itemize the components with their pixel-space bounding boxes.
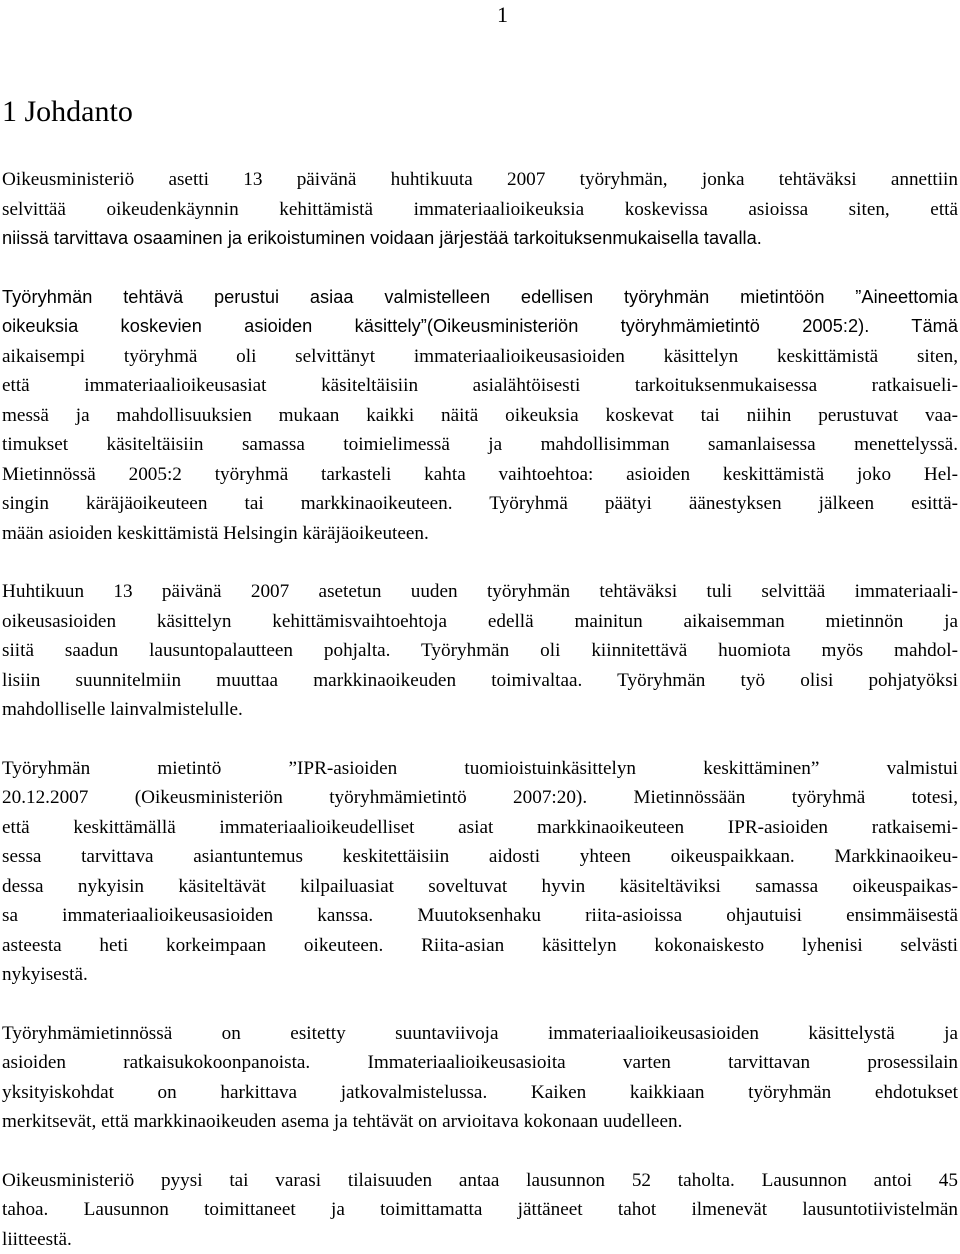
paragraph-line: tahoa. Lausunnon toimittaneet ja toimittamatta jättäneet tahot ilmenevät lausuntotiivistelmän	[2, 1195, 958, 1225]
paragraph-line: singin käräjäoikeuteen tai markkinaoikeuteen. Työryhmä päätyi äänestyksen jälkeen esittä-	[2, 489, 958, 519]
paragraph-line: oikeusasioiden käsittelyn kehittämisvaihtoehtoja edellä mainitun aikaisemman mietinnön ja	[2, 607, 958, 637]
paragraph-3	[2, 577, 958, 725]
paragraph-line: oikeuksia koskevien asioiden käsittely”(Oikeusministeriön työryhmämietintö 2005:2). Tämä	[2, 312, 958, 342]
paragraph-line: nykyisestä.	[2, 960, 958, 990]
paragraph-line: messä ja mahdollisuuksien mukaan kaikki näitä oikeuksia koskevat tai niihin perustuvat vaa-	[2, 401, 958, 431]
paragraph-line: yksityiskohdat on harkittava jatkovalmistelussa. Kaiken kaikkiaan työryhmän ehdotukset	[2, 1078, 958, 1108]
document-body	[2, 165, 958, 1254]
paragraph-line: Huhtikuun 13 päivänä 2007 asetetun uuden työryhmän tehtäväksi tuli selvittää immateriaali-	[2, 577, 958, 607]
page-number: 1	[497, 4, 508, 26]
paragraph-line: Työryhmän mietintö ”IPR-asioiden tuomioistuinkäsittelyn keskittäminen” valmistui	[2, 754, 958, 784]
paragraph-line: liitteestä.	[2, 1225, 958, 1254]
paragraph-line: sa immateriaalioikeusasioiden kanssa. Muutoksenhaku riita-asioissa ohjautuisi ensimmäisestä	[2, 901, 958, 931]
paragraph-line: Työryhmämietinnössä on esitetty suuntaviivoja immateriaalioikeusasioiden käsittelystä ja	[2, 1019, 958, 1049]
paragraph-4	[2, 754, 958, 990]
paragraph-line: että immateriaalioikeusasiat käsiteltäisiin asialähtöisesti tarkoituksenmukaisessa ratkaisueli-	[2, 371, 958, 401]
paragraph-2	[2, 283, 958, 549]
paragraph-line: merkitsevät, että markkinaoikeuden asema ja tehtävät on arvioitava kokonaan uudelleen.	[2, 1107, 958, 1137]
paragraph-line: mahdolliselle lainvalmistelulle.	[2, 695, 958, 725]
paragraph-1	[2, 165, 958, 254]
paragraph-line: selvittää oikeudenkäynnin kehittämistä immateriaalioikeuksia koskevissa asioissa siten, että	[2, 195, 958, 225]
paragraph-line: timukset käsiteltäisiin samassa toimielimessä ja mahdollisimman samanlaisessa menettelyssä.	[2, 430, 958, 460]
paragraph-line: asioiden ratkaisukokoonpanoista. Immateriaalioikeusasioita varten tarvittavan prosessilain	[2, 1048, 958, 1078]
paragraph-line: Työryhmän tehtävä perustui asiaa valmistelleen edellisen työryhmän mietintöön ”Aineettomia	[2, 283, 958, 313]
paragraph-line: Oikeusministeriö asetti 13 päivänä huhtikuuta 2007 työryhmän, jonka tehtäväksi annettiin	[2, 165, 958, 195]
paragraph-line: Mietinnössä 2005:2 työryhmä tarkasteli kahta vaihtoehtoa: asioiden keskittämistä joko Hel-	[2, 460, 958, 490]
paragraph-line: mään asioiden keskittämistä Helsingin käräjäoikeuteen.	[2, 519, 958, 549]
paragraph-line: lisiin suunnitelmiin muuttaa markkinaoikeuden toimivaltaa. Työryhmän työ olisi pohjatyöksi	[2, 666, 958, 696]
paragraph-line: että keskittämällä immateriaalioikeudelliset asiat markkinaoikeuteen IPR-asioiden ratkaisemi-	[2, 813, 958, 843]
paragraph-line: asteesta heti korkeimpaan oikeuteen. Riita-asian käsittelyn kokonaiskesto lyhenisi selvästi	[2, 931, 958, 961]
paragraph-6	[2, 1166, 958, 1254]
paragraph-line: dessa nykyisin käsiteltävät kilpailuasiat soveltuvat hyvin käsiteltäviksi samassa oikeuspaikas-	[2, 872, 958, 902]
paragraph-line: niissä tarvittava osaaminen ja erikoistuminen voidaan järjestää tarkoituksenmukaisella tavalla.	[2, 224, 958, 254]
paragraph-line: 20.12.2007 (Oikeusministeriön työryhmämietintö 2007:20). Mietinnössään työryhmä totesi,	[2, 783, 958, 813]
paragraph-line: sessa tarvittava asiantuntemus keskitettäisiin aidosti yhteen oikeuspaikkaan. Markkinaoikeu-	[2, 842, 958, 872]
paragraph-line: aikaisempi työryhmä oli selvittänyt immateriaalioikeusasioiden käsittelyn keskittämistä siten,	[2, 342, 958, 372]
paragraph-5	[2, 1019, 958, 1137]
chapter-heading: 1 Johdanto	[2, 92, 133, 132]
paragraph-line: siitä saadun lausuntopalautteen pohjalta. Työryhmän oli kiinnitettävä huomiota myös mahdol-	[2, 636, 958, 666]
paragraph-line: Oikeusministeriö pyysi tai varasi tilaisuuden antaa lausunnon 52 taholta. Lausunnon antoi 45	[2, 1166, 958, 1196]
